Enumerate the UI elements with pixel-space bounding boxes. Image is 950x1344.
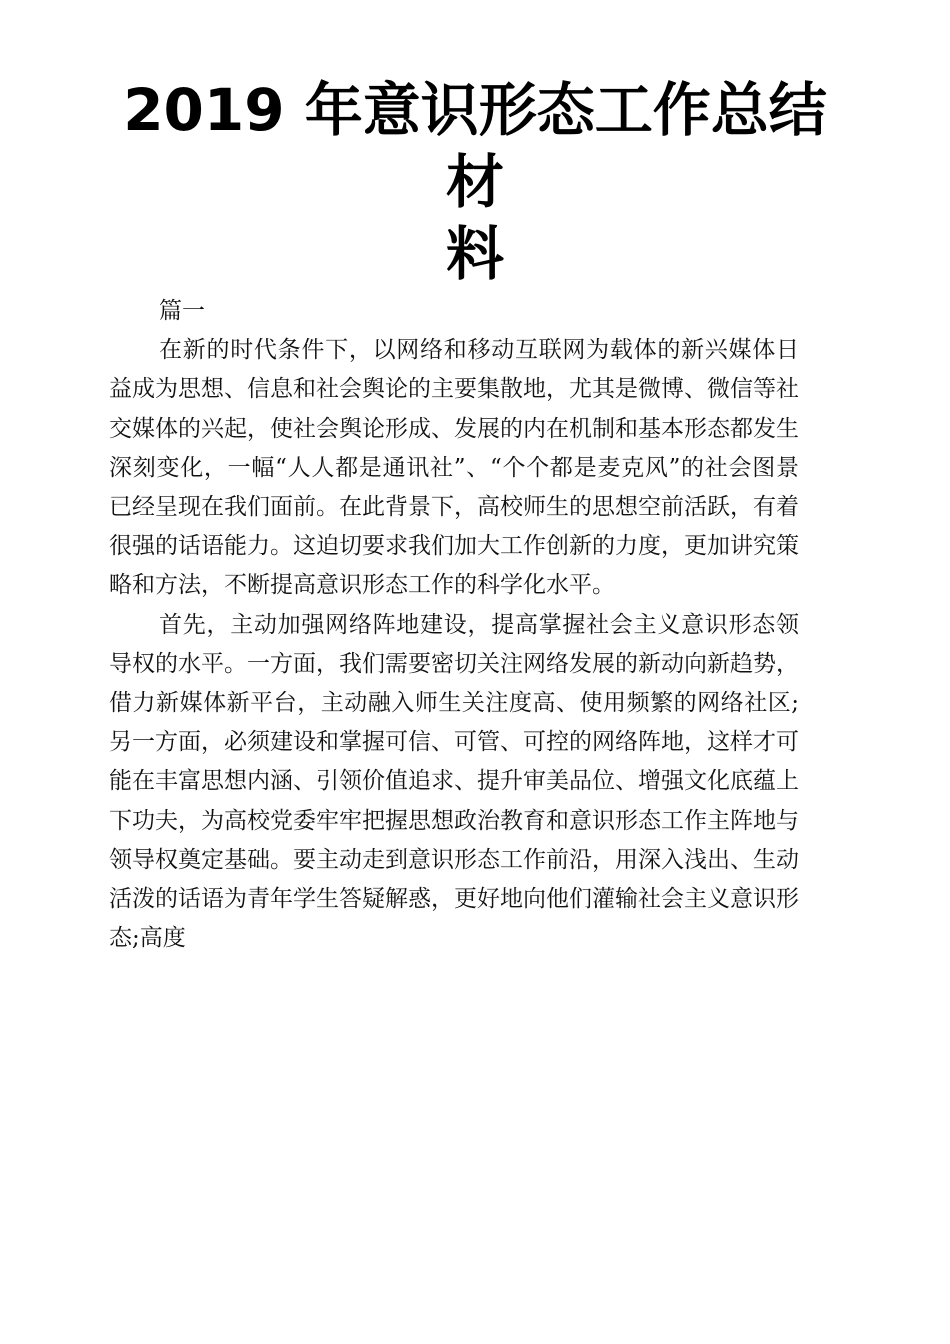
paragraph-1: 在新的时代条件下，以网络和移动互联网为载体的新兴媒体日益成为思想、信息和社会舆论的主要集散地，尤其是微博、微信等社交媒体的兴起，使社会舆论形成、发展的内在机制和基本形态都发生深刻变化，一幅“人人都是通讯社”、“个个都是麦克风”的社会图景已经呈现在我们面前。在此背景下，高校师生的思想空前活跃，有着很强的话语能力。这迫切要求我们加大工作创新的力度，更加讲究策略和方法，不断提高意识形态工作的科学化水平。 [109,337,799,599]
document-body [109,292,799,958]
document-title: 2019 年意识形态工作总结材 料 [123,76,827,288]
paragraph-2: 首先，主动加强网络阵地建设，提高掌握社会主义意识形态领导权的水平。一方面，我们需要密切关注网络发展的新动向新趋势，借力新媒体新平台，主动融入师生关注度高、使用频繁的网络社区;另一方面，必须建设和掌握可信、可管、可控的网络阵地，这样才可能在丰富思想内涵、引领价值追求、提升审美品位、增强文化底蕴上下功夫，为高校党委牢牢把握思想政治教育和意识形态工作主阵地与领导权奠定基础。要主动走到意识形态工作前沿，用深入浅出、生动活泼的话语为青年学生答疑解惑，更好地向他们灌输社会主义意识形态;高度 [109,611,799,952]
section-heading: 篇一 [159,298,205,324]
